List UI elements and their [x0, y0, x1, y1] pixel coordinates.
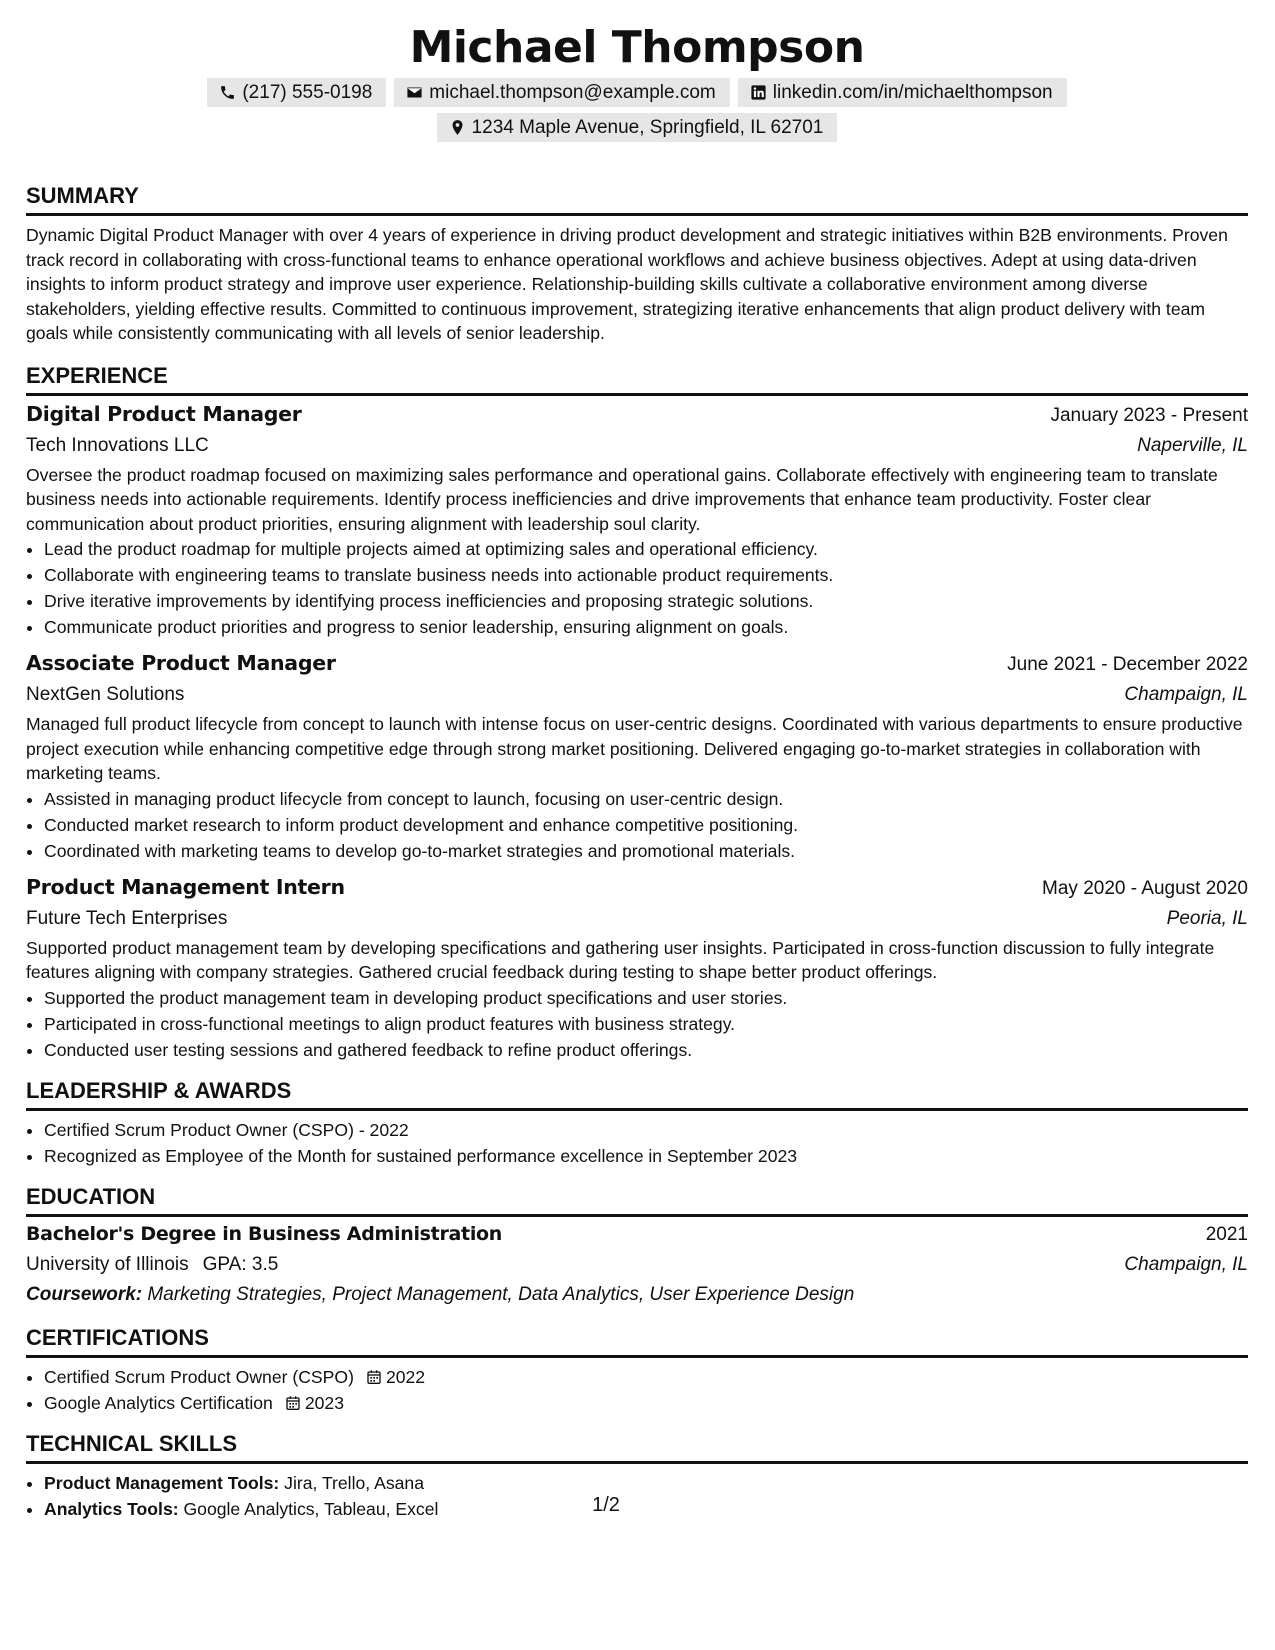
job-company: Future Tech Enterprises — [26, 907, 228, 929]
linkedin-chip[interactable] — [738, 78, 1067, 107]
job-bullet: • Communicate product priorities and progress to senior leadership, ensuring alignment on goals. — [44, 614, 1248, 640]
summary-text: Dynamic Digital Product Manager with over 4 years of experience in driving product development and strategic initiatives within B2B environments. Proven track record in collaborating with cross-functional teams to enhance operational workflows and achieve business objectives. Adept at using data-driven insights to inform product strategy and improve user experience. Relationship-building skills cultivate a collaborative environment among diverse stakeholders, yielding effective results. Committed to continuous improvement, strategizing iterative enhancements that align product delivery with team goals while consistently communicating with all levels of senior leadership. — [26, 225, 1228, 343]
coursework-list: Marketing Strategies, Project Management, Data Analytics, User Experience Design — [147, 1283, 855, 1305]
certification-year: 2023 — [304, 1392, 344, 1413]
school-name: University of Illinois — [26, 1253, 189, 1275]
job-bullet: • Assisted in managing product lifecycle from concept to launch, focusing on user-centric design. — [44, 786, 1248, 812]
job-bullets — [26, 985, 1248, 1063]
phone-text: (217) 555-0198 — [242, 82, 373, 103]
section-title-certifications: CERTIFICATIONS — [26, 1324, 1248, 1358]
education-section — [26, 1183, 1248, 1310]
certification-year: 2022 — [385, 1366, 426, 1387]
job-entry — [26, 648, 1248, 864]
job-bullet: • Conducted user testing sessions and gathered feedback to refine product offerings. — [44, 1037, 1248, 1063]
job-date: June 2021 - December 2022 — [1007, 654, 1248, 675]
job-bullets — [26, 786, 1248, 864]
experience-section — [26, 362, 1248, 1063]
section-title-leadership: LEADERSHIP & AWARDS — [26, 1077, 1248, 1111]
job-subheader — [26, 680, 1248, 710]
certification-date — [285, 1390, 344, 1416]
skill-value: Jira, Trello, Asana — [284, 1472, 424, 1493]
section-title-summary: SUMMARY — [26, 182, 1248, 216]
address-chip — [437, 113, 838, 142]
linkedin-icon — [750, 84, 767, 101]
coursework-label: Coursework: — [26, 1283, 143, 1305]
job-header — [26, 648, 1248, 680]
degree-title: Bachelor's Degree in Business Administration — [26, 1222, 503, 1245]
job-description: Managed full product lifecycle from concept to launch with intense focus on user-centric designs. Coordinated with various departments to ensure productive project execution while enhancing competitive edge through strong market positioning. Delivered engaging go-to-market strategies in collaboration with marketing teams. — [26, 714, 1243, 783]
job-location: Champaign, IL — [1124, 684, 1248, 705]
graduation-year: 2021 — [1205, 1223, 1248, 1245]
leadership-item: • Certified Scrum Product Owner (CSPO) - 2022 — [44, 1117, 1248, 1143]
phone-icon — [219, 84, 236, 101]
leadership-list — [26, 1117, 1248, 1169]
phone-chip[interactable] — [207, 78, 386, 107]
job-bullet: • Supported the product management team in developing product specifications and user stories. — [44, 985, 1248, 1011]
job-title: Product Management Intern — [26, 874, 345, 899]
job-bullet: • Participated in cross-functional meetings to align product features with business strategy. — [44, 1011, 1248, 1037]
job-entry — [26, 872, 1248, 1063]
job-title: Digital Product Manager — [26, 401, 302, 426]
certifications-section — [26, 1324, 1248, 1416]
certification-date — [366, 1364, 425, 1390]
job-description: Supported product management team by developing specifications and gathering user insights. Participated in cross-function discussion to fully integrate features aligning with company strategies. Gathered crucial feedback during testing to shape better product offerings. — [26, 937, 1215, 982]
certification-item — [44, 1390, 1248, 1416]
leadership-section — [26, 1077, 1248, 1169]
job-date: May 2020 - August 2020 — [1042, 877, 1248, 899]
job-location: Naperville, IL — [1137, 434, 1248, 456]
contact-row-secondary — [26, 113, 1248, 142]
job-entry — [26, 399, 1248, 641]
job-subheader — [26, 431, 1248, 461]
email-chip[interactable] — [394, 78, 729, 107]
section-title-skills: TECHNICAL SKILLS — [26, 1430, 1248, 1464]
candidate-name: Michael Thompson — [409, 22, 865, 73]
certification-name: • Certified Scrum Product Owner (CSPO) — [44, 1366, 354, 1387]
job-company: Tech Innovations LLC — [26, 434, 209, 456]
coursework — [26, 1280, 1248, 1310]
job-header — [26, 399, 1248, 431]
summary-section — [26, 182, 1248, 346]
job-bullets — [26, 536, 1248, 640]
job-bullet: • Lead the product roadmap for multiple projects aimed at optimizing sales and operational efficiency. — [44, 536, 1248, 562]
education-subheader — [26, 1250, 1248, 1280]
job-subheader — [26, 904, 1248, 934]
calendar-icon — [285, 1395, 301, 1411]
skill-label: Analytics Tools: — [44, 1498, 179, 1519]
certification-name: • Google Analytics Certification — [44, 1392, 273, 1413]
leadership-item: • Recognized as Employee of the Month for sustained performance excellence in September 2023 — [44, 1143, 1248, 1169]
job-bullet: • Coordinated with marketing teams to develop go-to-market strategies and promotional materials. — [44, 838, 1248, 864]
job-bullet: • Drive iterative improvements by identifying process inefficiencies and proposing strategic solutions. — [44, 588, 1248, 614]
job-description: Oversee the product roadmap focused on maximizing sales performance and operational gains. Collaborate effectively with engineering team to translate business needs into actionable requirements. Identify process inefficiencies and drive improvements that enhance team productivity. Foster clear communication about product priorities, ensuring alignment with leadership soul clarity. — [26, 464, 1218, 534]
school-location: Champaign, IL — [1124, 1253, 1248, 1275]
email-text: michael.thompson@example.com — [429, 82, 716, 103]
job-date: January 2023 - Present — [1050, 404, 1248, 426]
job-title: Associate Product Manager — [26, 651, 336, 675]
map-pin-icon — [449, 119, 466, 136]
job-bullet: • Collaborate with engineering teams to translate business needs into actionable product requirements. — [44, 562, 1248, 588]
certifications-list — [26, 1364, 1248, 1416]
gpa: GPA: 3.5 — [202, 1253, 279, 1275]
resume-page — [26, 20, 1248, 1522]
section-title-education: EDUCATION — [26, 1183, 1248, 1217]
envelope-icon — [406, 84, 423, 101]
section-title-experience: EXPERIENCE — [26, 362, 1248, 396]
skill-value: Google Analytics, Tableau, Excel — [183, 1498, 439, 1519]
linkedin-text: linkedin.com/in/michaelthompson — [772, 82, 1053, 103]
page-number: 1/2 — [592, 1494, 620, 1516]
job-company: NextGen Solutions — [26, 684, 185, 705]
skill-label: Product Management Tools: — [44, 1472, 280, 1493]
contact-row-primary — [26, 78, 1248, 107]
job-location: Peoria, IL — [1166, 907, 1248, 929]
job-bullet: • Conducted market research to inform product development and enhance competitive positioning. — [44, 812, 1248, 838]
calendar-icon — [366, 1369, 382, 1385]
address-text: 1234 Maple Avenue, Springfield, IL 62701 — [471, 117, 824, 138]
skill-item — [44, 1470, 1248, 1496]
certification-item — [44, 1364, 1248, 1390]
job-header — [26, 872, 1248, 904]
education-header — [26, 1219, 1248, 1250]
school-info — [26, 1250, 278, 1280]
